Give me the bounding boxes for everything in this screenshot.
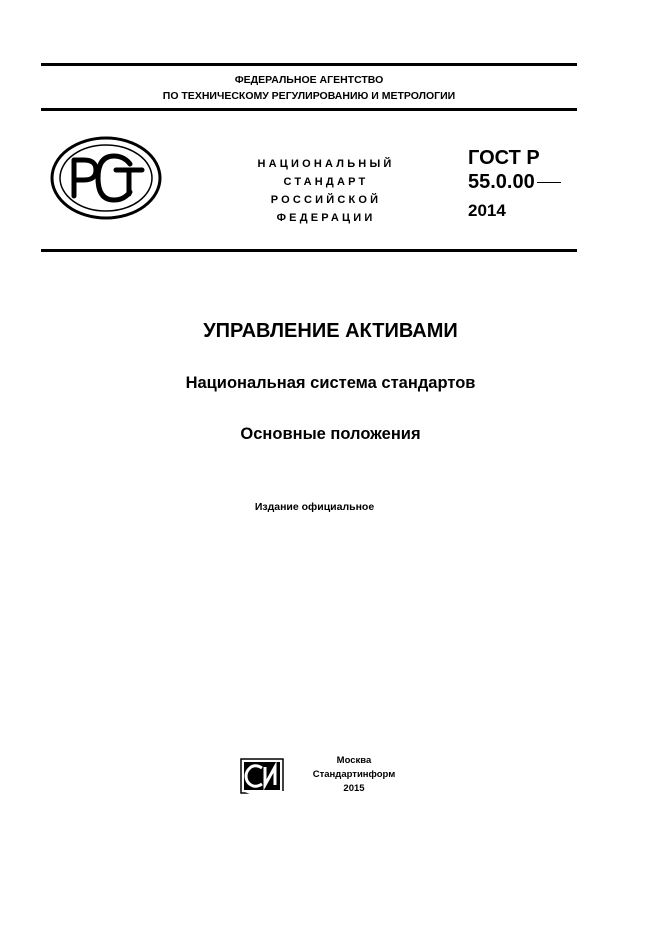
natstd-line-1: НАЦИОНАЛЬНЫЙ [257, 158, 395, 170]
document-subtitle-2: Основные положения [240, 425, 421, 443]
agency-header [41, 72, 577, 104]
header-top-rule [41, 63, 577, 66]
national-standard-label [236, 155, 416, 227]
natstd-line-4: ФЕДЕРАЦИИ [276, 212, 376, 224]
gost-number-line [468, 170, 561, 194]
gost-number: 55.0.00 [468, 171, 535, 193]
edition-label: Издание официальное [254, 501, 375, 513]
publisher-block [300, 754, 408, 796]
agency-line-2: ПО ТЕХНИЧЕСКОМУ РЕГУЛИРОВАНИЮ И МЕТРОЛОГИИ [162, 90, 456, 102]
rst-certification-mark-icon [50, 136, 162, 220]
agency-line-1: ФЕДЕРАЛЬНОЕ АГЕНТСТВО [234, 74, 384, 86]
header-bottom-rule [41, 108, 577, 111]
publisher-city: Москва [336, 755, 372, 766]
natstd-line-3: РОССИЙСКОЙ [270, 194, 382, 206]
document-subtitle-1: Национальная система стандартов [185, 374, 476, 392]
gost-year: 2014 [468, 201, 506, 220]
document-title: УПРАВЛЕНИЕ АКТИВАМИ [203, 320, 458, 342]
publisher-name: Стандартинформ [312, 769, 396, 780]
gost-dash [537, 182, 561, 184]
standartinform-logo-icon [240, 758, 284, 794]
natstd-line-2: СТАНДАРТ [283, 176, 369, 188]
gost-label: ГОСТ Р [468, 147, 540, 169]
gost-designation [468, 146, 561, 194]
standard-block-rule [41, 249, 577, 252]
publisher-year: 2015 [343, 783, 365, 794]
